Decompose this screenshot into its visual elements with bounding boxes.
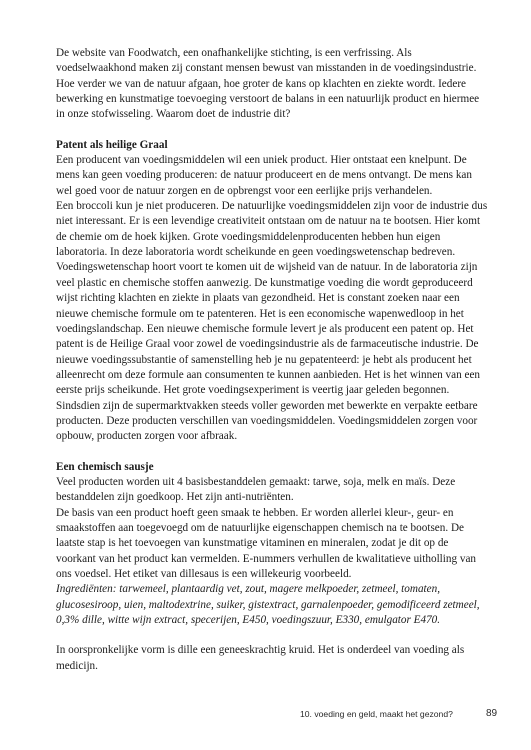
paragraph: Een producent van voedingsmiddelen wil een uniek product. Hier ontstaat een knelpunt. De mens kan geen voeding produceren: de natuur produceert en de mens ontvangt. De mens kan wel goed voor de natuur zorgen en de opbrengst voor een eerlijke prijs verhandelen. bbox=[56, 154, 472, 197]
closing-paragraph: In oorspronkelijke vorm is dille een geneeskrachtig kruid. Het is onderdeel van voeding als medicijn. bbox=[56, 644, 465, 672]
page-number: 89 bbox=[486, 708, 498, 719]
paragraph: De basis van een product hoeft geen smaak te hebben. Er worden allerlei kleur-, geur- en smaakstoffen aan toegevoegd om de natuurlijke eigenschappen chemisch na te bootsen. De laatste stap is het toevoegen van kunstmatige vitaminen en mineralen, zodat je dit op de voorkant van het product kan vermelden. E-nummers verhullen de kwalitatieve uitholling van ons voedsel. Het etiket van dillesaus is een willekeurig voorbeeld. bbox=[56, 506, 477, 580]
paragraph: Een broccoli kun je niet produceren. De natuurlijke voedingsmiddelen zijn voor de industrie dus niet interessant. Er is een levendige creativiteit ontstaan om de natuur na te bootsen. Hier komt de chemie om de hoek kijken. Grote voedingsmiddelenproducenten hebben hun eigen laboratoria. In deze laboratoria wordt scheikunde en geen voedingswetenschap bedreven. Voedingswetenschap hoort voort te komen uit de wijsheid van de natuur. In de laboratoria zijn veel plastic en chemische stoffen aanwezig. De kunstmatige voeding die wordt geproduceerd wijst richting klachten en ziekte in plaats van gezondheid. Het is constant zoeken naar een nieuwe chemische formule om te patenteren. Het is een economische wapenwedloop in het voedingslandschap. Een nieuwe chemische formule levert je als producent een patent op. Het patent is de Heilige Graal voor zowel de voedingsindustrie als de farmaceutische industrie. De nieuwe voedingssubstantie of samenstelling heb je nu gepatenteerd: je hebt als producent het alleenrecht om deze formule aan consumenten te kunnen aanbieden. Het is het winnen van een eerste prijs scheikunde. Het grote voedingsexperiment is veertig jaar geleden begonnen. Sindsdien zijn de supermarktvakken steeds voller geworden met bewerkte en verpakte eetbare producten. Deze producten verschillen van voedingsmiddelen. Voedingsmiddelen zorgen voor opbouw, producten zorgen voor afbraak. bbox=[56, 200, 488, 443]
intro-paragraph: De website van Foodwatch, een onafhankelijke stichting, is een verfrissing. Als voedselwaakhond maken zij constant mensen bewust van misstanden in de voedingsindustrie. Hoe verder we van de natuur afgaan, hoe groter de kans op klachten en ziekte wordt. Iedere bewerking en kunstmatige toevoeging verstoort de balans in een natuurlijk product en hiermee in onze stofwisseling. Waarom doet de industrie dit? bbox=[56, 47, 480, 121]
section-heading-chemisch-sausje: Een chemisch sausje bbox=[56, 460, 154, 473]
spacer bbox=[56, 628, 488, 643]
paragraph: Veel producten worden uit 4 basisbestanddelen gemaakt: tarwe, soja, melk en maïs. Deze bestanddelen zijn goedkoop. Het zijn anti-nutriënten. bbox=[56, 475, 456, 504]
spacer bbox=[56, 123, 488, 138]
spacer bbox=[56, 445, 488, 460]
chapter-title: 10. voeding en geld, maakt het gezond? bbox=[300, 709, 453, 719]
section-heading-patent: Patent als heilige Graal bbox=[56, 138, 168, 151]
page-body bbox=[56, 46, 488, 674]
ingredients-list: Ingrediënten: tarwemeel, plantaardig vet, zout, magere melkpoeder, zetmeel, tomaten, glucosesiroop, uien, maltodextrine, suiker, gistextract, garnalenpoeder, gemodificeerd zetmeel, 0,3% dille, witte wijn extract, specerijen, E450, voedingszuur, E330, emulgator E470. bbox=[56, 583, 480, 627]
